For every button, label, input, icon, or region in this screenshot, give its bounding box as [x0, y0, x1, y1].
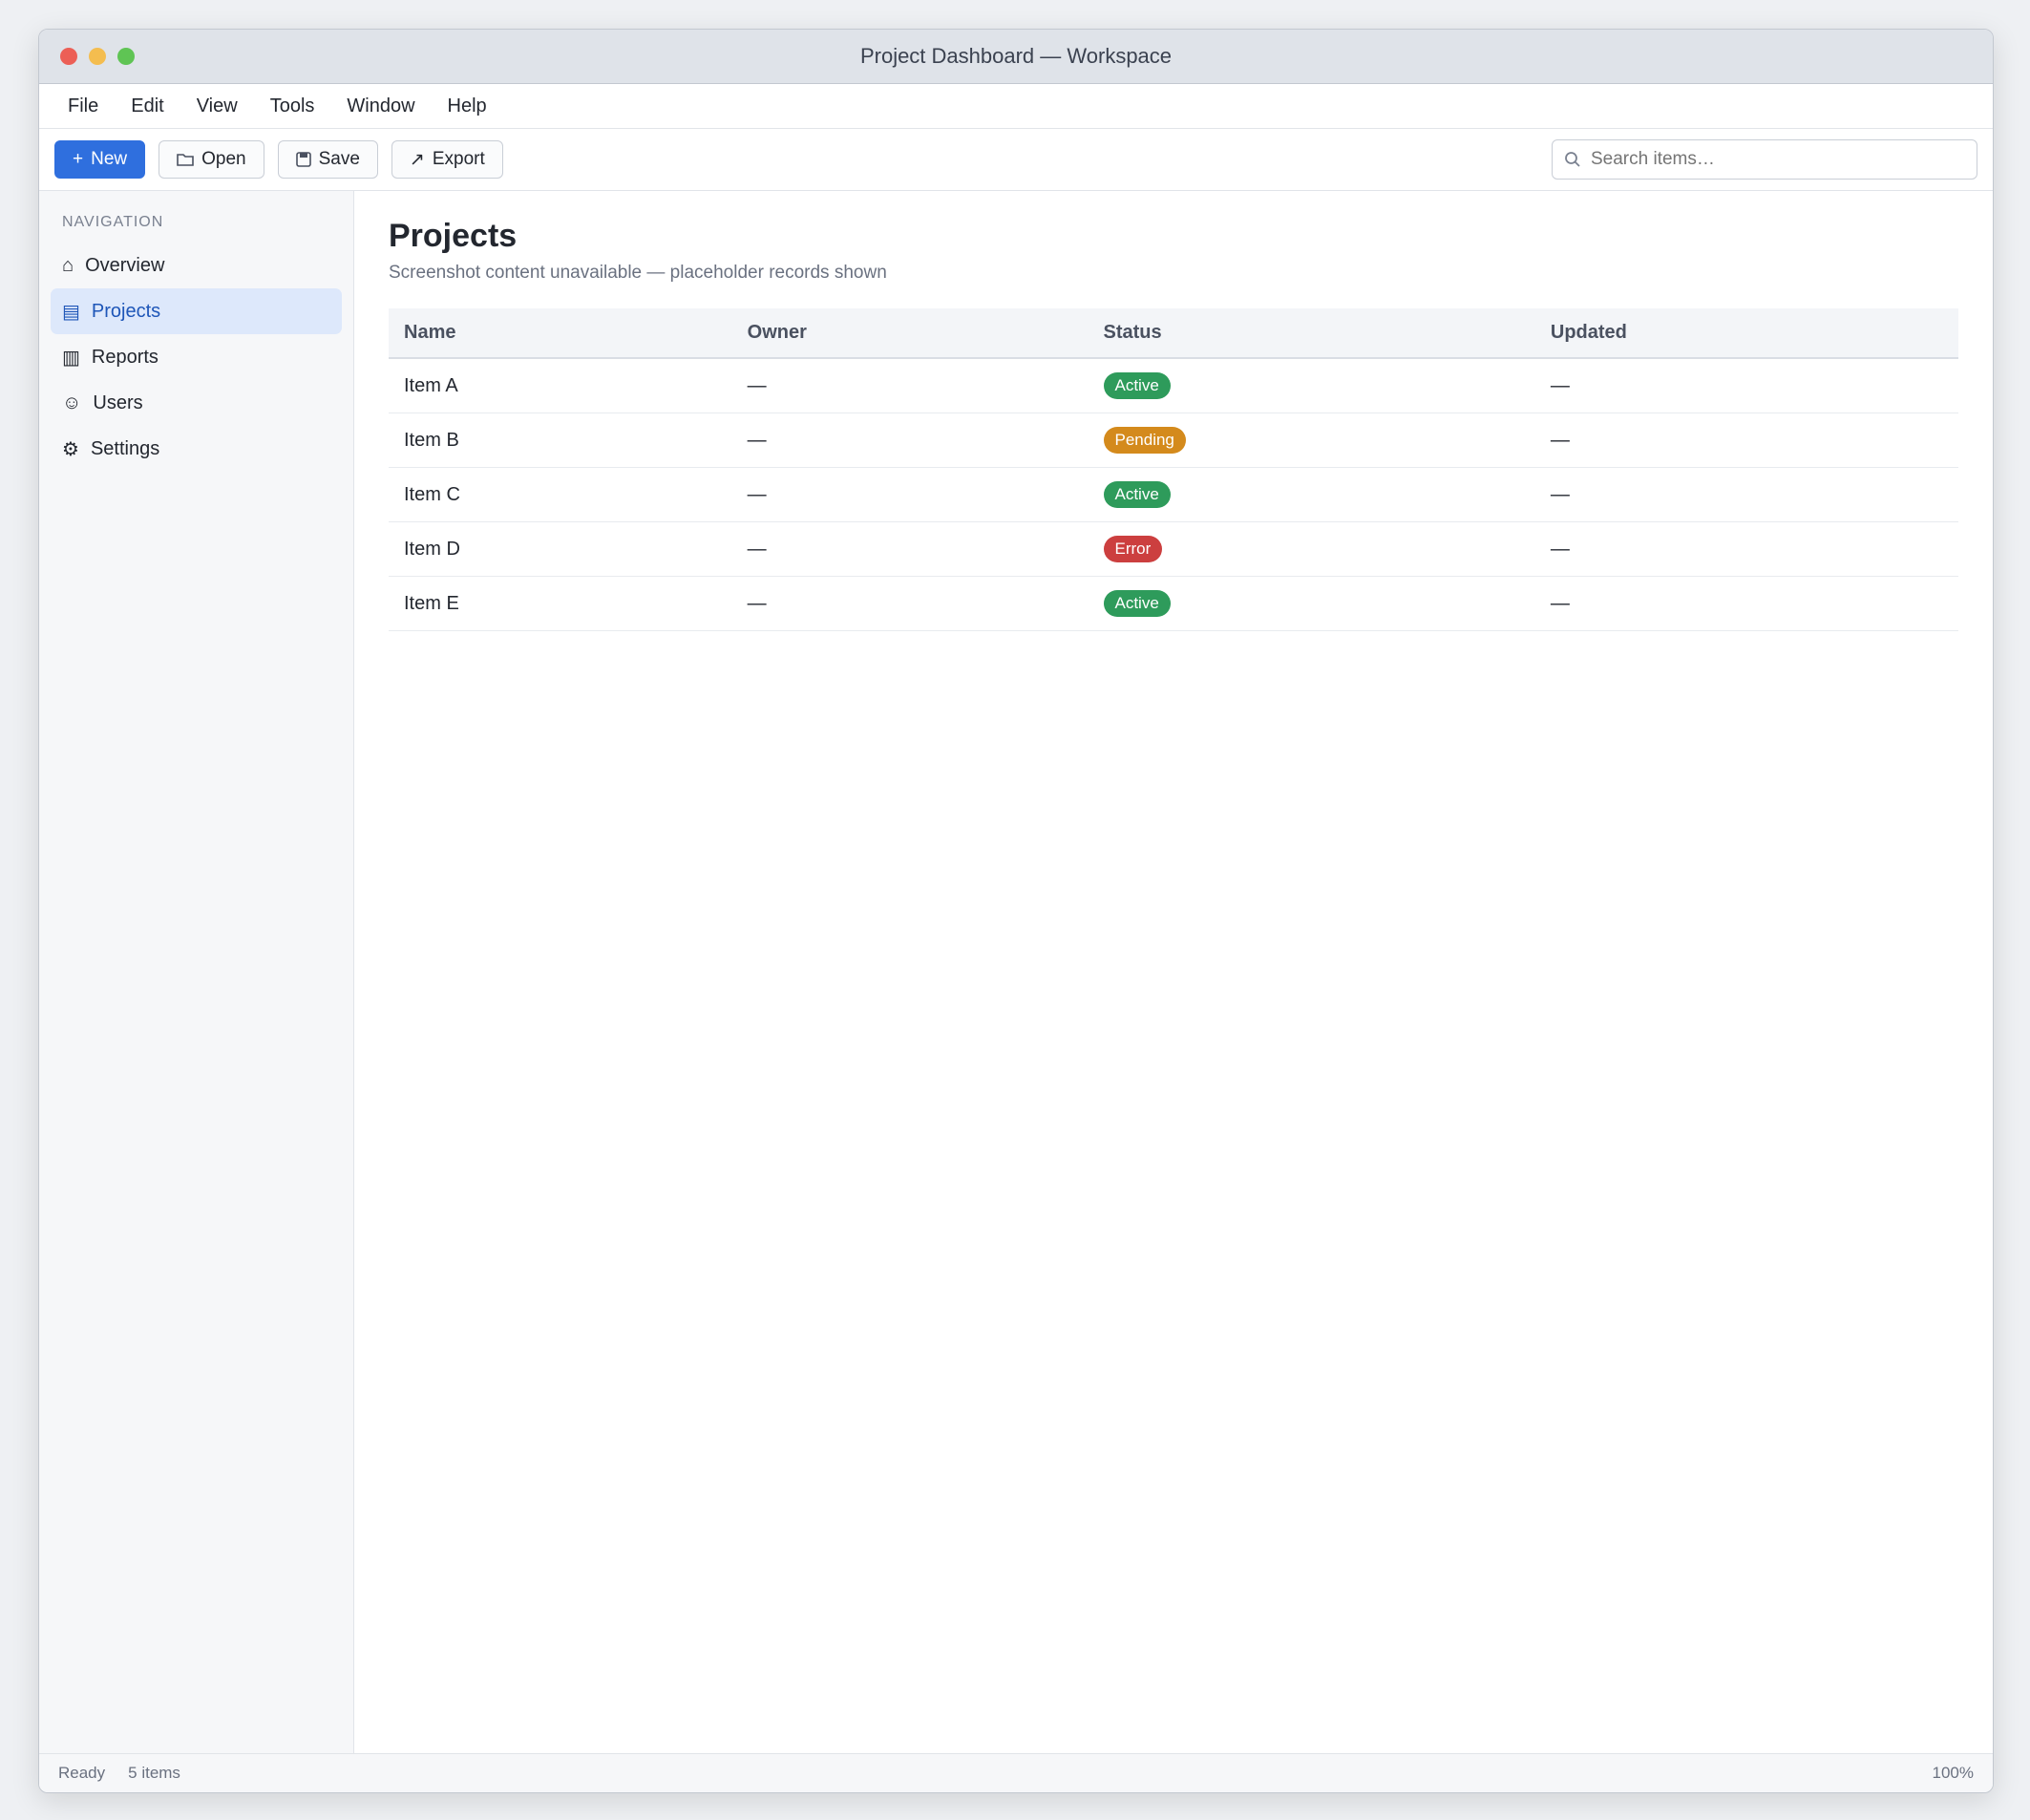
sidebar: [39, 191, 354, 1753]
cell-name: Item C: [389, 468, 732, 522]
status-badge: Active: [1104, 372, 1171, 399]
toolbar: [39, 129, 1993, 191]
menu-help[interactable]: Help: [447, 95, 487, 116]
status-badge: Active: [1104, 481, 1171, 508]
cell-status: [1089, 413, 1535, 468]
menu-view[interactable]: View: [196, 95, 238, 116]
zoom-window-button[interactable]: [117, 48, 135, 65]
user-icon: ☺: [62, 392, 82, 413]
cell-status: [1089, 358, 1535, 413]
menu-window[interactable]: Window: [347, 95, 415, 116]
window-title: Project Dashboard — Workspace: [859, 44, 1173, 68]
minimize-window-button[interactable]: [89, 48, 106, 65]
search-box: [1552, 139, 1977, 180]
open-button-label: Open: [201, 149, 246, 169]
sidebar-item-reports[interactable]: [51, 334, 342, 380]
menu-file[interactable]: File: [68, 95, 99, 116]
app-window: [38, 29, 1994, 1793]
item-count: 5 items: [128, 1764, 180, 1782]
table-row[interactable]: [389, 358, 1958, 413]
zoom-level[interactable]: 100%: [1932, 1764, 1974, 1782]
table-row[interactable]: [389, 522, 1958, 577]
table-header-row: [389, 308, 1958, 358]
cell-updated: —: [1535, 358, 1958, 413]
open-button[interactable]: [159, 140, 264, 179]
status-text: Ready: [58, 1764, 106, 1782]
cell-owner: —: [732, 413, 1089, 468]
cell-owner: —: [732, 358, 1089, 413]
menu-edit[interactable]: Edit: [131, 95, 164, 116]
folder-icon: ▤: [62, 301, 80, 323]
table-row[interactable]: [389, 468, 1958, 522]
gear-icon: ⚙: [62, 438, 79, 460]
cell-owner: —: [732, 522, 1089, 577]
table-row[interactable]: [389, 413, 1958, 468]
cell-name: Item D: [389, 522, 732, 577]
cell-status: [1089, 577, 1535, 631]
status-badge: Error: [1104, 536, 1163, 562]
sidebar-item-label: Settings: [90, 437, 160, 459]
sidebar-item-label: Users: [93, 392, 143, 413]
home-icon: ⌂: [62, 254, 74, 276]
cell-status: [1089, 468, 1535, 522]
data-table: [389, 308, 1958, 631]
cell-updated: —: [1535, 577, 1958, 631]
cell-updated: —: [1535, 522, 1958, 577]
status-badge: Pending: [1104, 427, 1186, 454]
column-header-status[interactable]: Status: [1089, 308, 1535, 358]
status-badge: Active: [1104, 590, 1171, 617]
cell-name: Item E: [389, 577, 732, 631]
chart-icon: ▥: [62, 347, 80, 369]
close-window-button[interactable]: [60, 48, 77, 65]
search-icon: [1564, 151, 1581, 168]
content-panel: [354, 191, 1993, 1753]
cell-name: Item B: [389, 413, 732, 468]
plus-icon: +: [73, 149, 84, 169]
column-header-owner[interactable]: Owner: [732, 308, 1089, 358]
cell-owner: —: [732, 577, 1089, 631]
page-subtitle: Screenshot content unavailable — placeholder records shown: [389, 263, 887, 283]
sidebar-item-label: Overview: [85, 254, 165, 276]
save-button-label: Save: [318, 149, 360, 169]
cell-updated: —: [1535, 468, 1958, 522]
title-bar: [39, 30, 1993, 84]
export-button-label: Export: [432, 149, 485, 169]
table-body: [389, 358, 1958, 631]
new-button[interactable]: [54, 140, 145, 179]
menu-tools[interactable]: Tools: [269, 95, 315, 116]
open-folder-icon: [177, 152, 194, 167]
export-button[interactable]: [391, 140, 503, 179]
sidebar-heading: NAVIGATION: [62, 214, 164, 230]
status-bar: [39, 1753, 1993, 1792]
new-button-label: New: [91, 149, 128, 169]
cell-updated: —: [1535, 413, 1958, 468]
sidebar-item-settings[interactable]: [51, 426, 342, 472]
cell-status: [1089, 522, 1535, 577]
cell-name: Item A: [389, 358, 732, 413]
search-input[interactable]: [1589, 148, 1965, 171]
sidebar-item-overview[interactable]: [51, 243, 342, 288]
column-header-name[interactable]: Name: [389, 308, 732, 358]
sidebar-item-projects[interactable]: [51, 288, 342, 334]
sidebar-item-label: Projects: [91, 300, 161, 322]
sidebar-item-label: Reports: [91, 346, 159, 368]
sidebar-item-users[interactable]: [51, 380, 342, 426]
window-controls: [60, 48, 135, 65]
cell-owner: —: [732, 468, 1089, 522]
table-row[interactable]: [389, 577, 1958, 631]
menu-bar: [39, 84, 1993, 129]
save-button[interactable]: [278, 140, 378, 179]
column-header-updated[interactable]: Updated: [1535, 308, 1958, 358]
main-area: [39, 191, 1993, 1753]
page-title: Projects: [389, 218, 518, 254]
export-icon: ↗: [409, 149, 425, 170]
save-icon: [296, 152, 311, 167]
